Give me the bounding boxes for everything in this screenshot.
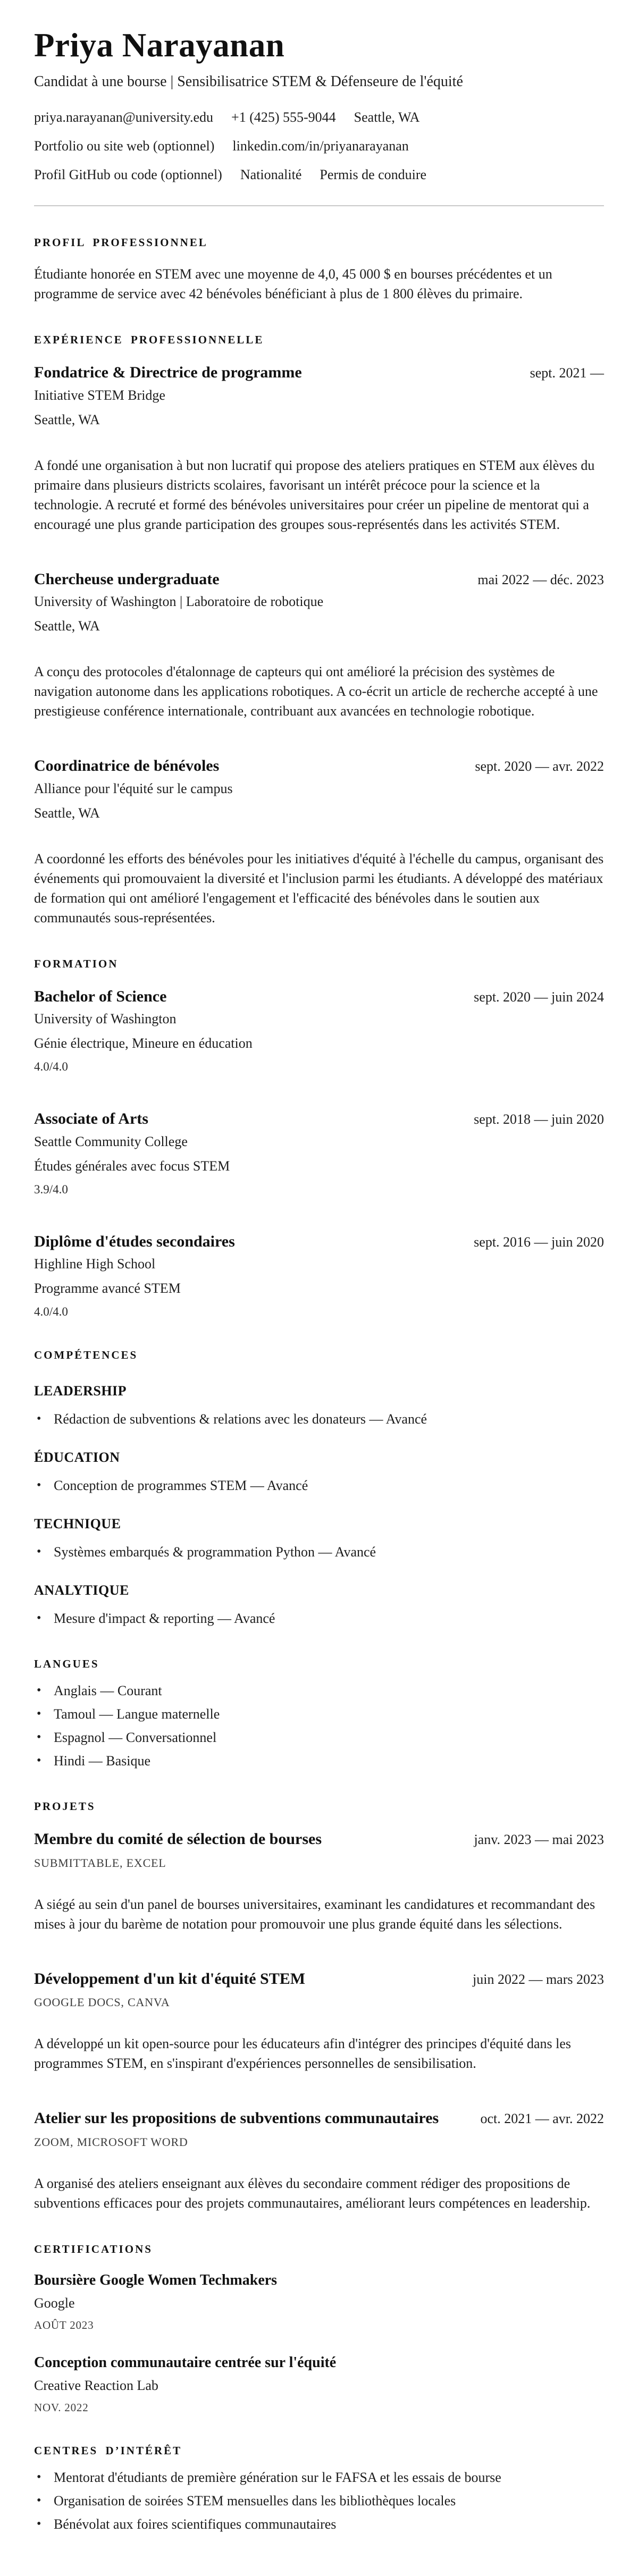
language-item: • Hindi — Basique — [34, 1752, 604, 1770]
interest-item: • Bénévolat aux foires scientifiques communautaires — [34, 2515, 604, 2533]
interest-item: • Mentorat d'étudiants de première génération sur le FAFSA et les essais de bourse — [34, 2468, 604, 2487]
section-heading: FORMATION — [34, 957, 119, 970]
section-profile — [34, 236, 604, 304]
project-title: Atelier sur les propositions de subventions communautaires — [34, 2109, 439, 2127]
skill-category-label: LEADERSHIP — [34, 1383, 127, 1399]
contact-row — [34, 110, 604, 125]
certification-title: Conception communautaire centrée sur l'équité — [34, 2354, 337, 2371]
project-title: Développement d'un kit d'équité STEM — [34, 1969, 306, 1988]
item-head — [34, 1110, 604, 1129]
email-text: priya.narayanan@university.edu — [34, 110, 214, 125]
school-name: University of Washington — [34, 1011, 177, 1027]
language-item: • Espagnol — Conversationnel — [34, 1728, 604, 1747]
profile-summary: Étudiante honorée en STEM avec une moyenne de 4,0, 45 000 $ en bourses précédentes et un programme de service avec 42 bénévoles bénéficiant à plus de 1 800 élèves du primaire. — [34, 266, 552, 302]
experience-item — [34, 757, 604, 928]
project-date: oct. 2021 — avr. 2022 — [480, 2111, 604, 2127]
field-of-study: Études générales avec focus STEM — [34, 1158, 230, 1174]
certification-issuer: Google — [34, 2295, 75, 2311]
item-head — [34, 1970, 604, 1989]
section-interests — [34, 2444, 604, 2533]
job-organization: University of Washington | Laboratoire de robotique — [34, 594, 324, 610]
header-divider — [34, 205, 604, 206]
certification-list — [34, 2272, 604, 2414]
experience-list — [34, 364, 604, 928]
skill-category-label: ÉDUCATION — [34, 1450, 120, 1466]
phone-text: +1 (425) 555-9044 — [231, 110, 336, 125]
skill-item: • Conception de programmes STEM — Avancé — [34, 1476, 604, 1495]
skill-item: • Rédaction de subventions & relations avec les donateurs — Avancé — [34, 1410, 604, 1428]
skill-item: • Systèmes embarqués & programmation Python — Avancé — [34, 1543, 604, 1561]
degree-date: sept. 2020 — juin 2024 — [474, 989, 604, 1005]
degree-title: Diplôme d'études secondaires — [34, 1232, 235, 1250]
skill-list — [34, 1410, 604, 1428]
job-date: sept. 2020 — avr. 2022 — [475, 759, 604, 775]
nationality-text: Nationalité — [240, 167, 302, 183]
skill-list — [34, 1609, 604, 1628]
job-location: Seattle, WA — [34, 618, 100, 634]
project-description: A organisé des ateliers enseignant aux élèves du secondaire comment rédiger des propositions de subventions efficaces pour des projets communautaires, améliorant leurs compétences en leadership. — [34, 2175, 591, 2211]
certification-item — [34, 2272, 604, 2332]
project-title: Membre du comité de sélection de bourses — [34, 1830, 322, 1848]
experience-item — [34, 570, 604, 721]
portfolio-text: Portfolio ou site web (optionnel) — [34, 138, 215, 154]
project-tools: GOOGLE DOCS, CANVA — [34, 1996, 170, 2009]
project-date: janv. 2023 — mai 2023 — [474, 1832, 604, 1848]
item-head — [34, 2109, 604, 2128]
skill-list — [34, 1476, 604, 1495]
job-description: A conçu des protocoles d'étalonnage de capteurs qui ont amélioré la précision des systèmes de navigation autonome dans les applications robotiques. A co-écrit un article de recherche accepté à une prestigieuse conférence internationale, contribuant aux avancées en technologie robotique. — [34, 664, 598, 719]
project-item — [34, 1830, 604, 1934]
project-item — [34, 2109, 604, 2213]
certification-date: NOV. 2022 — [34, 2401, 89, 2414]
section-skills — [34, 1349, 604, 1628]
section-education — [34, 957, 604, 1319]
certification-item — [34, 2354, 604, 2414]
github-text: Profil GitHub ou code (optionnel) — [34, 167, 222, 183]
certification-date: AOÛT 2023 — [34, 2318, 94, 2331]
item-head — [34, 1830, 604, 1849]
language-item: • Tamoul — Langue maternelle — [34, 1705, 604, 1723]
job-description: A coordonné les efforts des bénévoles pour les initiatives d'équité à l'échelle du campus, organisant des événements qui promouvaient la diversité et l'inclusion parmi les étudiants. A développé des matériaux de formation qui ont amélioré l'engagement et l'efficacité des bénévoles dans le soutien aux communautés sous-représentées. — [34, 851, 604, 925]
section-certifications — [34, 2243, 604, 2414]
job-description: A fondé une organisation à but non lucratif qui propose des ateliers pratiques en STEM aux élèves du primaire dans plusieurs districts scolaires, favorisant un intérêt précoce pour la science et la technologie. A recruté et formé des bénévoles universitaires pour créer un pipeline de mentorat qui a encouragé une plus grande participation des groupes sous-représentés dans les activités STEM. — [34, 457, 595, 532]
job-date: mai 2022 — déc. 2023 — [477, 571, 604, 587]
job-organization: Initiative STEM Bridge — [34, 387, 165, 403]
degree-date: sept. 2018 — juin 2020 — [474, 1112, 604, 1127]
skill-category-label: TECHNIQUE — [34, 1516, 121, 1532]
section-projects — [34, 1800, 604, 2213]
interest-list — [34, 2468, 604, 2533]
driving-license-text: Permis de conduire — [320, 167, 427, 183]
job-date: sept. 2021 — — [530, 365, 604, 381]
school-name: Highline High School — [34, 1256, 156, 1272]
section-heading: CERTIFICATIONS — [34, 2242, 153, 2255]
gpa-value: 4.0/4.0 — [34, 1060, 68, 1074]
education-item — [34, 1233, 604, 1319]
item-head — [34, 570, 604, 589]
item-head — [34, 757, 604, 776]
section-heading: COMPÉTENCES — [34, 1349, 138, 1362]
job-title: Fondatrice & Directrice de programme — [34, 364, 302, 382]
linkedin-text: linkedin.com/in/priyanarayanan — [232, 138, 409, 154]
item-head — [34, 988, 604, 1006]
project-date: juin 2022 — mars 2023 — [473, 1971, 604, 1987]
section-heading: CENTRES D’INTÉRÊT — [34, 2444, 182, 2457]
section-heading: PROFIL PROFESSIONNEL — [34, 236, 208, 249]
section-heading: PROJETS — [34, 1800, 96, 1813]
field-of-study: Programme avancé STEM — [34, 1281, 181, 1297]
job-location: Seattle, WA — [34, 805, 100, 821]
location-text: Seattle, WA — [354, 110, 420, 125]
education-list — [34, 988, 604, 1319]
project-description: A développé un kit open-source pour les éducateurs afin d'intégrer des principes d'équité dans les programmes STEM, en s'inspirant d'expériences personnelles de sensibilisation. — [34, 2036, 572, 2072]
education-item — [34, 988, 604, 1074]
section-heading: EXPÉRIENCE PROFESSIONNELLE — [34, 333, 264, 347]
skill-item: • Mesure d'impact & reporting — Avancé — [34, 1609, 604, 1628]
project-tools: ZOOM, MICROSOFT WORD — [34, 2135, 188, 2149]
certification-issuer: Creative Reaction Lab — [34, 2377, 158, 2393]
project-list — [34, 1830, 604, 2213]
language-list — [34, 1681, 604, 1770]
school-name: Seattle Community College — [34, 1133, 188, 1149]
education-item — [34, 1110, 604, 1197]
language-item: • Anglais — Courant — [34, 1681, 604, 1700]
section-languages — [34, 1657, 604, 1770]
gpa-value: 4.0/4.0 — [34, 1305, 68, 1319]
contact-row — [34, 138, 604, 154]
item-head — [34, 364, 604, 382]
interest-item: • Organisation de soirées STEM mensuelles dans les bibliothèques locales — [34, 2491, 604, 2510]
item-head — [34, 1233, 604, 1251]
gpa-value: 3.9/4.0 — [34, 1182, 68, 1196]
project-tools: SUBMITTABLE, EXCEL — [34, 1856, 166, 1870]
section-heading: LANGUES — [34, 1657, 99, 1671]
certification-title: Boursière Google Women Techmakers — [34, 2271, 278, 2288]
headline: Candidat à une bourse | Sensibilisatrice STEM & Défenseure de l'équité — [34, 73, 463, 90]
project-description: A siégé au sein d'un panel de bourses universitaires, examinant les candidatures et recommandant des mises à jour du barème de notation pour promouvoir une plus grande équité dans les sélections. — [34, 1896, 595, 1932]
skill-list — [34, 1543, 604, 1561]
field-of-study: Génie électrique, Mineure en éducation — [34, 1036, 253, 1051]
page-title: Priya Narayanan — [34, 27, 285, 64]
contact-block — [34, 110, 604, 183]
project-item — [34, 1970, 604, 2074]
section-experience — [34, 333, 604, 928]
degree-title: Associate of Arts — [34, 1110, 148, 1128]
degree-date: sept. 2016 — juin 2020 — [474, 1234, 604, 1250]
job-title: Chercheuse undergraduate — [34, 570, 220, 588]
job-organization: Alliance pour l'équité sur le campus — [34, 780, 233, 796]
job-location: Seattle, WA — [34, 411, 100, 427]
job-title: Coordinatrice de bénévoles — [34, 757, 220, 775]
contact-row — [34, 167, 604, 183]
experience-item — [34, 364, 604, 534]
resume-header — [34, 28, 604, 183]
skill-category-label: ANALYTIQUE — [34, 1582, 129, 1598]
degree-title: Bachelor of Science — [34, 987, 167, 1005]
